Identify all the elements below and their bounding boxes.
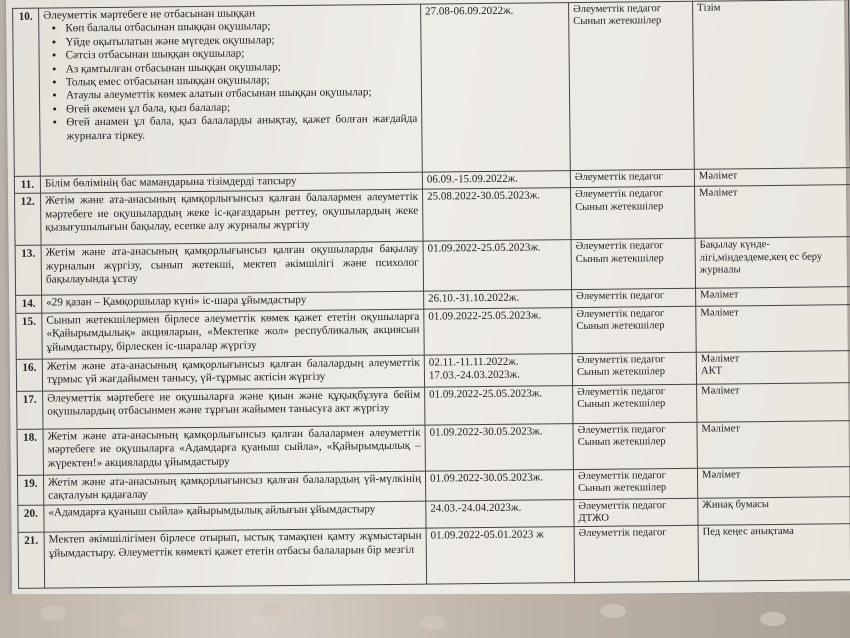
responsible-text: Сынып жетекшілер bbox=[573, 15, 662, 28]
responsible-text: Сынып жетекшілер bbox=[576, 320, 665, 333]
result-text: Тізім bbox=[697, 2, 721, 14]
task-cell bbox=[43, 425, 425, 475]
responsible-text: Сынып жетекшілер bbox=[578, 482, 667, 495]
result-text: Мәлімет bbox=[700, 353, 740, 365]
task-text: Жетім және ата-анасының қамқорлығынсыз қалған балалармен әлеуметтік мәртебеге ие оқушыларға «Адамдарға қуаныш сыйла», «Қайырымдылық – жүректен!» акцияларды ұйымдастыру bbox=[47, 426, 421, 470]
responsible-text: Әлеуметтік педагог bbox=[575, 188, 664, 201]
result-text: Мәлімет bbox=[700, 289, 739, 302]
responsible-cell bbox=[569, 1, 695, 170]
responsible-text: Сынып жетекшілер bbox=[575, 200, 664, 213]
responsible-cell bbox=[571, 239, 696, 290]
table-body bbox=[13, 0, 850, 589]
row-number: 14. bbox=[16, 296, 42, 314]
table-row bbox=[13, 0, 850, 176]
responsible-text: Сынып жетекшілер bbox=[575, 252, 664, 265]
task-cell bbox=[44, 529, 427, 589]
document-page bbox=[6, 0, 850, 600]
row-number: 16. bbox=[16, 359, 42, 391]
task-text: Сынып жетекшілермен бірлесе әлеуметтік көмек қажет ететін оқушыларға «Қайырымдылық» акцияларын, «Мектепке жол» республикалық акциясын ұйымдастыру, бірлескен іс-шаралар жүргізу bbox=[46, 310, 420, 354]
responsible-cell bbox=[573, 384, 697, 423]
date-text: 17.03.-24.03.2023ж. bbox=[428, 368, 521, 382]
row-number: 15. bbox=[16, 313, 42, 359]
row-number: 18. bbox=[17, 429, 43, 475]
row-number: 11. bbox=[14, 176, 40, 194]
result-cell bbox=[697, 420, 850, 468]
responsible-cell bbox=[574, 526, 699, 583]
date-cell bbox=[426, 527, 575, 585]
task-bullet-item: • Сәтсіз отбасынан шыққан оқушылар; bbox=[66, 46, 417, 63]
date-text: 01.09.2022-30.05.2023ж. bbox=[429, 425, 543, 439]
task-text: «Адамдарға қуаныш сыйла» қайырымдылық айлығын ұйымдастыру bbox=[48, 502, 376, 519]
responsible-cell bbox=[573, 468, 697, 499]
responsible-text: Әлеуметтік педагог bbox=[578, 499, 667, 512]
date-cell bbox=[425, 469, 573, 500]
date-cell bbox=[426, 499, 574, 528]
result-text: Бақылау күнде-лігі,міндездеме,кең ес беру журналы bbox=[699, 239, 823, 276]
responsible-text: Әлеуметтік педагог bbox=[575, 240, 664, 253]
task-bullet-item: • Толық емес отбасынан шыққан оқушылар; bbox=[66, 73, 417, 90]
result-cell bbox=[697, 466, 850, 497]
responsible-cell bbox=[574, 498, 698, 527]
responsible-text: Әлеуметтік педагог bbox=[576, 290, 665, 303]
date-cell bbox=[422, 171, 570, 190]
date-text: 27.08-06.09.2022ж. bbox=[425, 4, 514, 18]
date-text: 01.09.2022-25.05.2023ж. bbox=[429, 387, 543, 401]
row-number: 10. bbox=[13, 8, 41, 176]
table-row bbox=[18, 524, 850, 589]
task-text: Жетім және ата-анасының қамқорлығынсыз қалған балалармен әлеуметтік мәртебеге ие оқушылардың жеке іс-қағаздарын реттеу, оқушылардың жеке қызығушылығын бақылау, есепке алу журналы жүргізу bbox=[45, 191, 419, 234]
result-text: Мәлімет bbox=[701, 469, 741, 481]
row-number: 19. bbox=[17, 475, 43, 505]
date-cell bbox=[425, 423, 573, 471]
task-cell bbox=[41, 190, 424, 246]
task-bullet-list bbox=[43, 19, 417, 144]
result-cell bbox=[693, 0, 850, 169]
task-text: Жетім және ата-анасының қамқорлығынсыз қалған оқушыларды бақылау журналын жүргізу, сынып жетекші, мектеп әкімшілігі және психолог бақылауында ұстау bbox=[45, 243, 419, 286]
responsible-cell bbox=[572, 306, 696, 353]
task-text: Мектеп әкімшілігімен бірлесе отырып, ыстық тамақпен қамту жұмыстарын ұйымдастыру. Әлеуметтік көмекті қажет ететін отбасы балаларын бір мезгіл bbox=[48, 530, 422, 560]
table-row bbox=[15, 185, 850, 246]
responsible-text: Әлеуметтік педагог bbox=[576, 353, 665, 366]
task-bullet-item: • Үйде оқытылатын және мүгедек оқушылар; bbox=[65, 33, 416, 50]
date-text: 26.10.-31.10.2022ж. bbox=[428, 292, 520, 306]
task-bullet-item: • Өгей әкемен ұл бала, қыз балалар; bbox=[66, 100, 417, 117]
task-cell bbox=[41, 242, 424, 296]
date-cell bbox=[424, 307, 572, 355]
task-cell bbox=[44, 501, 426, 533]
responsible-text: Әлеуметтік педагог bbox=[576, 307, 665, 320]
result-cell bbox=[698, 496, 850, 525]
result-text: Жинақ бумасы bbox=[702, 498, 770, 511]
result-text: Мәлімет bbox=[701, 385, 740, 397]
date-text: 02.11.-11.11.2022ж. bbox=[428, 355, 519, 369]
task-cell bbox=[42, 355, 424, 391]
date-text: 01.09.2022-05.01.2023 ж bbox=[430, 528, 544, 543]
date-cell bbox=[423, 240, 572, 292]
task-bullet-item: • Өгей анамен ұл бала, қыз балаларды анықтау, қажет болған жағдайда журналға тіркеу. bbox=[66, 113, 417, 143]
task-cell bbox=[43, 387, 425, 429]
result-cell bbox=[697, 382, 850, 422]
row-number: 13. bbox=[15, 246, 42, 296]
responsible-text: Әлеуметтік педагог bbox=[573, 3, 662, 16]
result-cell bbox=[696, 304, 850, 352]
row-number: 20. bbox=[18, 505, 44, 533]
responsible-text: Әлеуметтік педагог bbox=[577, 469, 667, 482]
date-text: 01.09.2022-30.05.2023ж. bbox=[429, 471, 544, 485]
task-bullet-item: • Көп балалы отбасынан шыққан оқушылар; bbox=[65, 19, 416, 36]
responsible-text: Әлеуметтік педагог bbox=[578, 527, 667, 540]
result-cell bbox=[696, 350, 850, 384]
result-cell bbox=[696, 287, 850, 306]
responsible-text: Әлеуметтік педагог bbox=[577, 385, 666, 398]
date-text: 24.03.-24.04.2023ж. bbox=[430, 501, 522, 515]
task-cell bbox=[39, 4, 423, 176]
tablecloth-background bbox=[0, 594, 850, 638]
date-cell bbox=[424, 290, 572, 309]
task-text: Әлеуметтік мәртебеге ие отбасынан шыққан bbox=[43, 7, 256, 22]
date-cell bbox=[423, 188, 572, 242]
result-text: Мәлімет bbox=[701, 423, 740, 435]
date-text: 01.09.2022-25.05.2023ж. bbox=[427, 241, 541, 256]
responsible-cell bbox=[572, 352, 696, 385]
plan-table bbox=[12, 0, 850, 589]
responsible-text: Әлеуметтік педагог bbox=[577, 423, 666, 436]
result-text: Мәлімет bbox=[700, 307, 739, 319]
result-cell bbox=[694, 185, 850, 239]
result-text: АКТ bbox=[700, 365, 723, 377]
responsible-text: Сынып жетекшілер bbox=[576, 366, 666, 379]
task-bullet-item: • Атаулы әлеуметтік көмек алатын отбасынан шыққан оқушылар; bbox=[66, 86, 417, 103]
date-text: 25.08.2022-30.05.2023ж. bbox=[427, 189, 541, 204]
date-cell bbox=[421, 3, 571, 173]
responsible-text: ДТЖО bbox=[578, 512, 610, 525]
responsible-cell bbox=[570, 187, 695, 240]
responsible-text: Әлеуметтік педагог bbox=[574, 171, 663, 184]
task-cell bbox=[42, 309, 424, 359]
task-cell bbox=[43, 471, 425, 505]
task-bullet-item: • Аз қамтылған отбасынан шыққан оқушылар; bbox=[66, 59, 417, 76]
task-text: Жетім және ата-анасының қамқорлығынсыз қалған балалардың әлеуметтік тұрмыс үй жағдайымен танысу, үй-тұрмыс актісін жүргізу bbox=[46, 356, 420, 386]
date-text: 01.09.2022-25.05.2023ж. bbox=[428, 309, 542, 323]
responsible-text: Сынып жетекшілер bbox=[577, 398, 666, 411]
result-cell bbox=[695, 237, 850, 289]
result-cell bbox=[694, 168, 850, 187]
date-text: 06.09.-15.09.2022ж. bbox=[426, 172, 518, 186]
task-text: Жетім және ата-анасының қамқорлығынсыз қалған балалардың үй-мүлкінің сақталуын қадағалау bbox=[47, 472, 422, 502]
responsible-text: Сынып жетекшілер bbox=[577, 436, 666, 449]
result-text: Мәлімет bbox=[699, 187, 738, 200]
task-text: Білім бөлімінің бас мамандарына тізімдерді тапсыру bbox=[44, 174, 297, 190]
table-row bbox=[15, 237, 850, 296]
task-text: «29 қазан – Қамқоршылар күні» іс-шара ұйымдастыру bbox=[46, 294, 307, 310]
row-number: 17. bbox=[17, 391, 43, 429]
responsible-cell bbox=[570, 169, 694, 188]
task-text: Әлеуметтік мәртебеге ие оқушыларға және қиын және құқықбұзуға бейім оқушылардың отбасынмен және тұрғын жайымен танысуға акт жүргізу bbox=[47, 388, 421, 418]
date-cell bbox=[424, 353, 572, 387]
result-text: Пед кеңес анықтама bbox=[702, 526, 794, 539]
date-cell bbox=[425, 385, 573, 425]
responsible-cell bbox=[573, 422, 697, 469]
result-text: Мәлімет bbox=[698, 170, 738, 182]
row-number: 21. bbox=[18, 533, 45, 589]
responsible-cell bbox=[572, 289, 696, 308]
result-cell bbox=[698, 524, 850, 582]
row-number: 12. bbox=[15, 194, 42, 246]
